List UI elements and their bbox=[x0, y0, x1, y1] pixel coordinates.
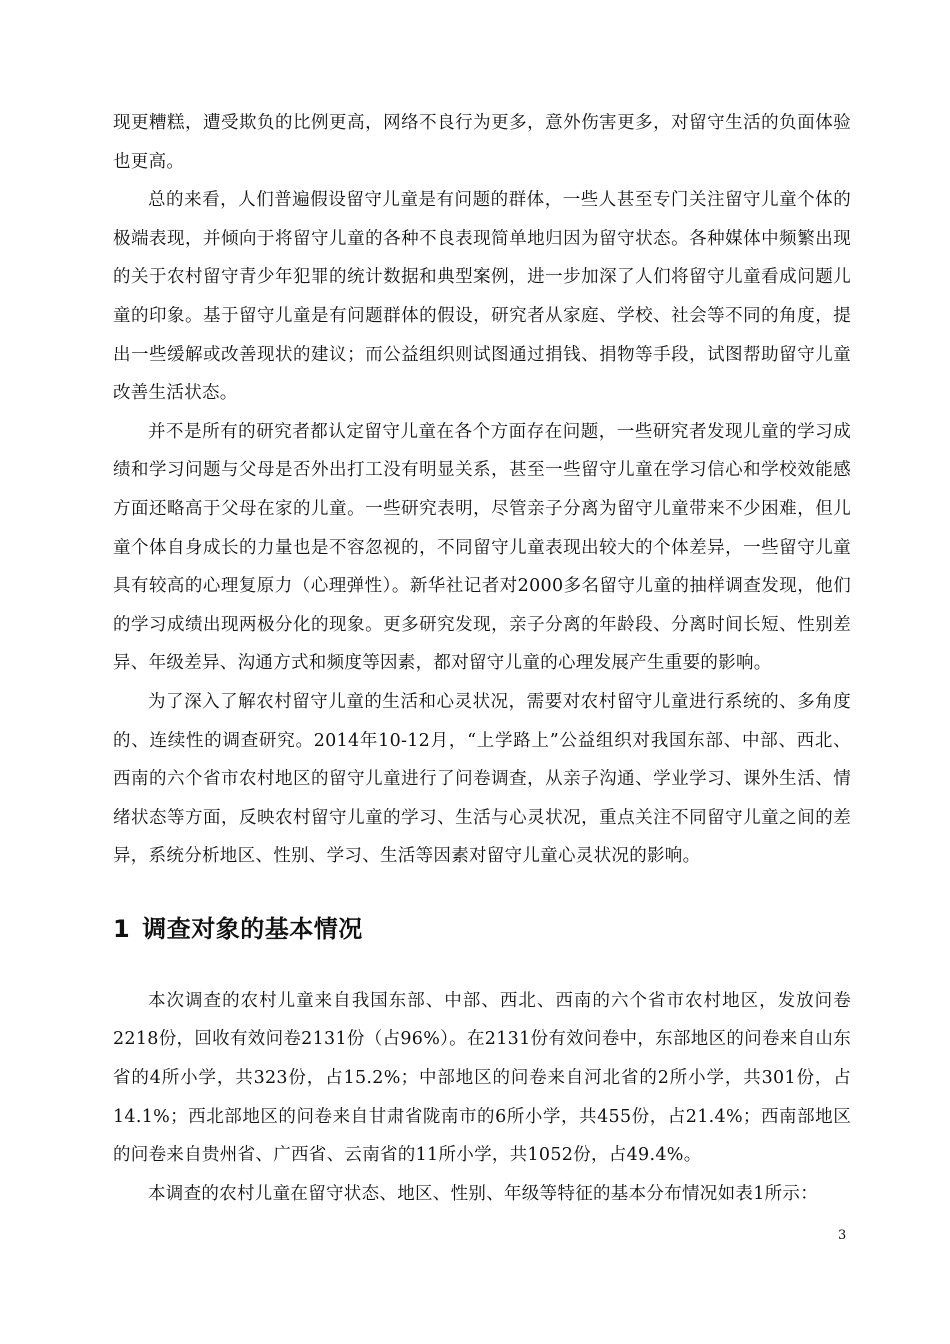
paragraph-table-ref: 本调查的农村儿童在留守状态、地区、性别、年级等特征的基本分布情况如表1所示： bbox=[148, 1183, 819, 1204]
section-title: 调查对象的基本情况 bbox=[142, 914, 363, 943]
paragraph-summary: 总的来看，人们普遍假设留守儿童是有问题的群体，一些人甚至专门关注留守儿童个体的极端表现，并倾向于将留守儿童的各种不良表现简单地归因为留守状态。各种媒体中频繁出现的关于农村留守青少年犯罪的统计数据和典型案例，进一步加深了人们将留守儿童看成问题儿童的印象。基于留守儿童是有问题群体的假设，研究者从家庭、学校、社会等不同的角度，提出一些缓解或改善现状的建议；而公益组织则试图通过捐钱、捐物等手段，试图帮助留守儿童改善生活状态。 bbox=[113, 190, 851, 404]
paragraph-sample: 本次调查的农村儿童来自我国东部、中部、西北、西南的六个省市农村地区，发放问卷2218份，回收有效问卷2131份（占96%）。在2131份有效问卷中，东部地区的问卷来自山东省的4所小学，共323份，占15.2%；中部地区的问卷来自河北省的2所小学，共301份，占14.1%；西北部地区的问卷来自甘肃省陇南市的6所小学，共455份，占21.4%；西南部地区的问卷来自贵州省、广西省、云南省的11所小学，共1052份，占49.4%。 bbox=[113, 990, 851, 1166]
section-body bbox=[113, 982, 851, 1214]
page-number: 3 bbox=[838, 1228, 847, 1243]
paragraph-counterpoint: 并不是所有的研究者都认定留守儿童在各个方面存在问题，一些研究者发现儿童的学习成绩和学习问题与父母是否外出打工没有明显关系，甚至一些留守儿童在学习信心和学校效能感方面还略高于父母在家的儿童。一些研究表明，尽管亲子分离为留守儿童带来不少困难，但儿童个体自身成长的力量也是不容忽视的，不同留守儿童表现出较大的个体差异，一些留守儿童具有较高的心理复原力（心理弹性）。新华社记者对2000多名留守儿童的抽样调查发现，他们的学习成绩出现两极分化的现象。更多研究发现，亲子分离的年龄段、分离时间长短、性别差异、年级差异、沟通方式和频度等因素，都对留守儿童的心理发展产生重要的影响。 bbox=[113, 421, 851, 674]
document-page bbox=[113, 104, 851, 1213]
section-number: 1 bbox=[113, 914, 131, 943]
paragraph-survey-intro: 为了深入了解农村留守儿童的生活和心灵状况，需要对农村留守儿童进行系统的、多角度的、连续性的调查研究。2014年10-12月，“上学路上”公益组织对我国东部、中部、西北、西南的六个省市农村地区的留守儿童进行了问卷调查，从亲子沟通、学业学习、课外生活、情绪状态等方面，反映农村留守儿童的学习、生活与心灵状况，重点关注不同留守儿童之间的差异，系统分析地区、性别、学习、生活等因素对留守儿童心灵状况的影响。 bbox=[113, 691, 851, 867]
paragraph-continued: 现更糟糕，遭受欺负的比例更高，网络不良行为更多，意外伤害更多，对留守生活的负面体验也更高。 bbox=[113, 113, 851, 172]
section-heading bbox=[113, 912, 851, 946]
